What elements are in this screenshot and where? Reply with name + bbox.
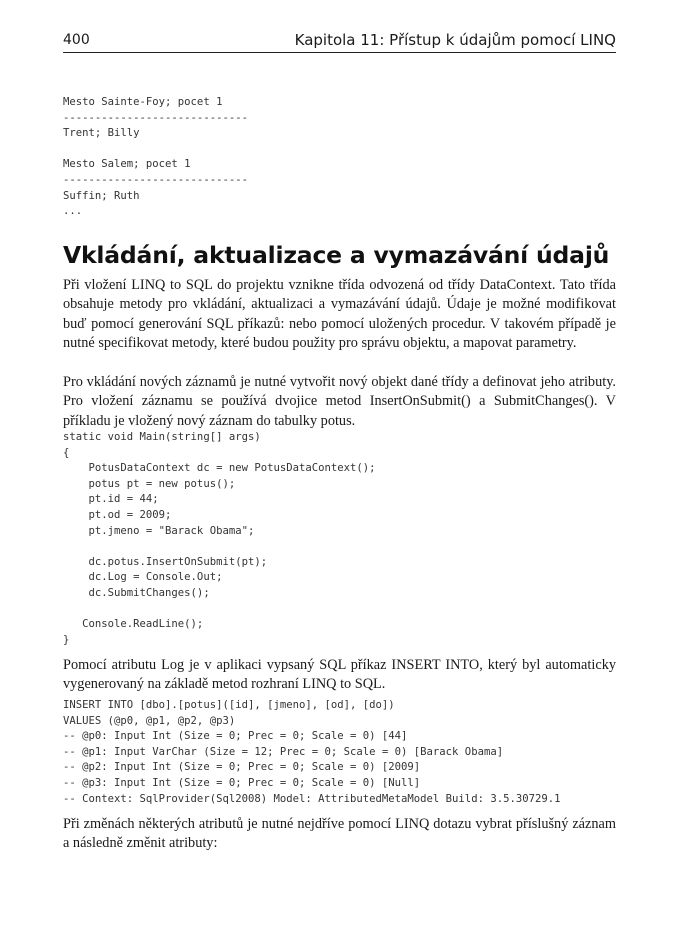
code-line: static void Main(string[] args) — [63, 431, 261, 443]
chapter-title: Kapitola 11: Přístup k údajům pomocí LINQ — [294, 31, 616, 49]
section-heading: Vkládání, aktualizace a vymazávání údajů — [63, 241, 610, 269]
code-line: -- Context: SqlProvider(Sql2008) Model: AttributedMetaModel Build: 3.5.30729.1 — [63, 792, 561, 805]
code-line: -- @p1: Input VarChar (Size = 12; Prec = 0; Scale = 0) [Barack Obama] — [63, 745, 504, 758]
code-line — [63, 539, 376, 555]
code-line: -- @p0: Input Int (Size = 0; Prec = 0; Scale = 0) [44] — [63, 730, 408, 743]
code-line: dc.Log = Console.Out; — [63, 571, 223, 584]
sql-listing — [63, 698, 560, 807]
code-line: Suffin; Ruth — [63, 189, 140, 202]
code-line: dc.potus.InsertOnSubmit(pt); — [63, 555, 268, 568]
code-line: Mesto Salem; pocet 1 — [63, 158, 191, 171]
code-line: pt.od = 2009; — [63, 508, 172, 521]
code-line: -- @p3: Input Int (Size = 0; Prec = 0; Scale = 0) [Null] — [63, 776, 421, 789]
paragraph-update: Při změnách některých atributů je nutné nejdříve pomocí LINQ dotazu vybrat příslušný záznam a následně změnit atributy: — [63, 816, 616, 852]
output-listing — [63, 95, 248, 220]
paragraph-insert: Pro vkládání nových záznamů je nutné vytvořit nový objekt dané třídy a definovat jeho atributy. Pro vložení záznamu se používá dvojice metod InsertOnSubmit() a SubmitChanges(). V příkladu je vložený nový záznam do tabulky potus. — [63, 374, 616, 429]
paragraph-intro: Při vložení LINQ to SQL do projektu vznikne třída odvozená od třídy DataContext. Tato třída obsahuje metody pro vkládání, aktualizaci a vymazávání údajů. Údaje je možné modifikovat buď pomocí generování SQL příkazů: nebo pomocí uložených procedur. V takovém případě je nutné specifikovat metody, které budou použity pro správu objektu, a mapovat parametry. — [63, 277, 616, 351]
paragraph-log: Pomocí atributu Log je v aplikaci vypsaný SQL příkaz INSERT INTO, který byl automaticky vygenerovaný na základě metod rozhraní LINQ to SQL. — [63, 657, 616, 693]
page-number: 400 — [63, 32, 90, 48]
page-header — [63, 30, 616, 53]
code-line: VALUES (@p0, @p1, @p2, @p3) — [63, 714, 236, 727]
code-line: pt.id = 44; — [63, 493, 159, 506]
code-line: ----------------------------- — [63, 111, 248, 124]
code-line: Trent; Billy — [63, 127, 140, 140]
code-line: dc.SubmitChanges(); — [63, 586, 210, 599]
code-line: PotusDataContext dc = new PotusDataContext(); — [63, 462, 376, 475]
code-line: pt.jmeno = "Barack Obama"; — [63, 524, 255, 537]
code-line: ----------------------------- — [63, 173, 248, 186]
code-line — [63, 142, 248, 158]
code-line: -- @p2: Input Int (Size = 0; Prec = 0; Scale = 0) [2009] — [63, 761, 421, 774]
code-line: } — [63, 633, 70, 646]
csharp-listing — [63, 430, 376, 648]
code-line: Mesto Sainte-Foy; pocet 1 — [63, 96, 223, 108]
code-line — [63, 602, 376, 618]
code-line: Console.ReadLine(); — [63, 618, 204, 631]
code-line: ... — [63, 205, 83, 218]
code-line: potus pt = new potus(); — [63, 477, 236, 490]
code-line: INSERT INTO [dbo].[potus]([id], [jmeno], [od], [do]) — [63, 699, 395, 711]
code-line: { — [63, 446, 70, 459]
